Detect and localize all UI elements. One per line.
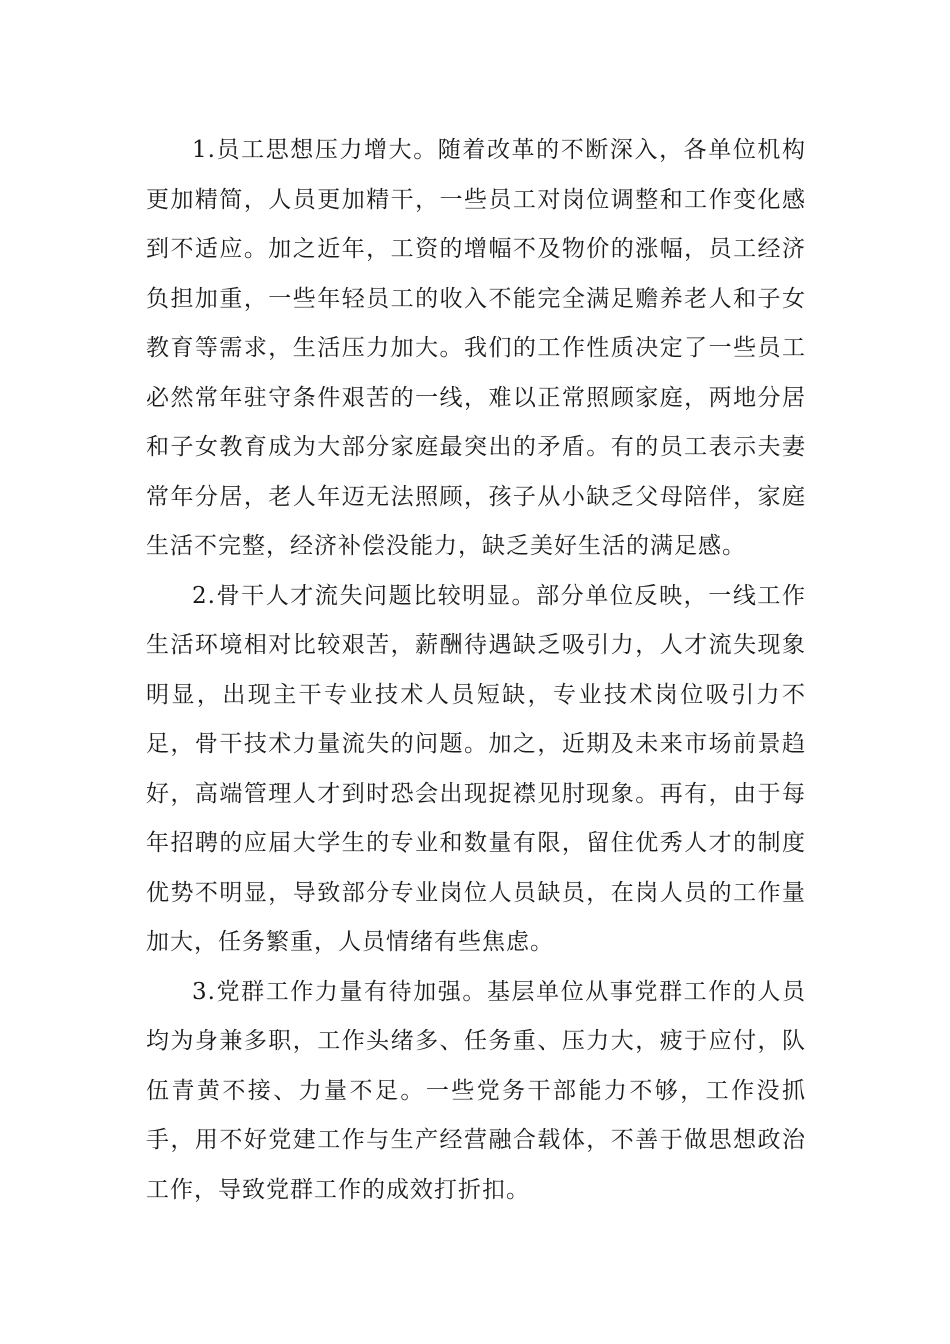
paragraph-3: 3.党群工作力量有待加强。基层单位从事党群工作的人员均为身兼多职，工作头绪多、任务重、压力大，疲于应付，队伍青黄不接、力量不足。一些党务干部能力不够，工作没抓手，用不好党建工作与生产经营融合载体，不善于做思想政治工作，导致党群工作的成效打折扣。 xyxy=(146,978,806,1203)
paragraph-2: 2.骨干人才流失问题比较明显。部分单位反映，一线工作生活环境相对比较艰苦，薪酬待遇缺乏吸引力，人才流失现象明显，出现主干专业技术人员短缺，专业技术岗位吸引力不足，骨干技术力量流失的问题。加之，近期及未来市场前景趋好，高端管理人才到时恐会出现捉襟见肘现象。再有，由于每年招聘的应届大学生的专业和数量有限，留住优秀人才的制度优势不明显，导致部分专业岗位人员缺员，在岗人员的工作量加大，任务繁重，人员情绪有些焦虑。 xyxy=(146,582,806,955)
document-body xyxy=(146,126,806,1215)
paragraph-1: 1.员工思想压力增大。随着改革的不断深入，各单位机构更加精简，人员更加精干，一些员工对岗位调整和工作变化感到不适应。加之近年，工资的增幅不及物价的涨幅，员工经济负担加重，一些年轻员工的收入不能完全满足赡养老人和子女教育等需求，生活压力加大。我们的工作性质决定了一些员工必然常年驻守条件艰苦的一线，难以正常照顾家庭，两地分居和子女教育成为大部分家庭最突出的矛盾。有的员工表示夫妻常年分居，老人年迈无法照顾，孩子从小缺乏父母陪伴，家庭生活不完整，经济补偿没能力，缺乏美好生活的满足感。 xyxy=(146,137,806,559)
